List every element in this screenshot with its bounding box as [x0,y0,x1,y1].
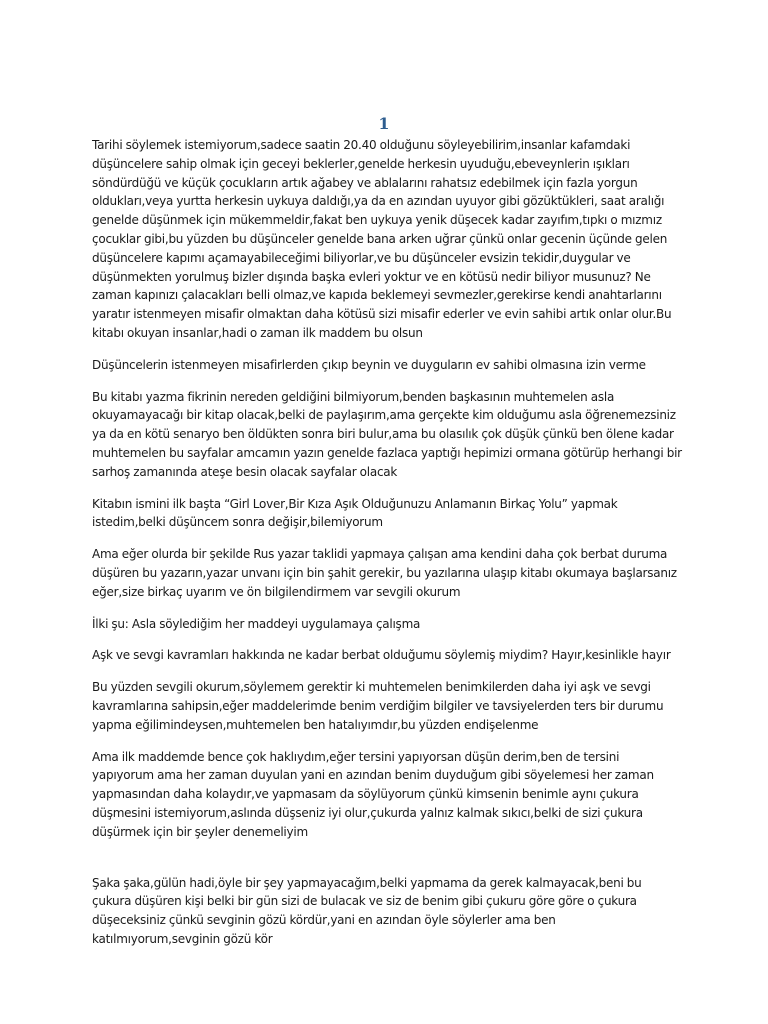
paragraph-first-warning: İlki şu: Asla söylediğim her maddeyi uygulamaya çalışma [92,616,421,631]
chapter-number: 1 [378,114,390,133]
paragraph-warning-intro: Ama eğer olurda bir şekilde Rus yazar taklidi yapmaya çalışan ama kendini daha çok berbat duruma düşüren bu yazarın,yazar unvanı için bin şahit gerekir, bu yazılarına ulaşıp kitabı okumaya başlarsanız eğer,size birkaç uyarım ve ön bilgilendirmem var sevgili okurum [92,547,677,599]
paragraph-first-rule-reflection: Ama ilk maddemde bence çok haklıydım,eğer tersini yapıyorsan düşün derim,ben de tersini yapıyorum ama her zaman duyulan yani en azından benim duyduğum gibi söyelemesi her zaman yapmasından daha kolaydır,ve yapmasam da söylüyorum çünkü kimsenin benimle aynı çukura düşmesini istemiyorum,aslında düşseniz iyi olur,çukurda yalnız kalmak sıkıcı,belki de sizi çukura düşürmek için bir şeyler denemeliyim [92,749,654,839]
paragraph-joke: Şaka şaka,gülün hadi,öyle bir şey yapmayacağım,belki yapmama da gerek kalmayacak,beni bu çukura düşüren kişi belki bir gün sizi de bulacak ve siz de benim gibi çukuru göre göre o çukura düşeceksiniz çünkü sevginin gözü kördür,yani en azından öyle söylerler ama ben katılmıyorum,sevginin gözü kör [92,875,642,946]
paragraph-book-origin: Bu kitabı yazma fikrinin nereden geldiğini bilmiyorum,benden başkasının muhtemelen asla okuyamayacağı bir kitap olacak,belki de paylaşırım,ama gerçekte kim olduğumu asla öğrenemezsiniz ya da en kötü senaryo ben öldükten sonra biri bulur,ama bu olasılık çok düşük çünkü ben ölene kadar muhtemelen bu sayfalar amcamın yazın genelde fazlaca yaptığı hepimizi ormana götürüp herhangi bir sarhoş zamanında ateşe besin olacak sayfalar olacak [92,389,682,479]
paragraph-intro: Tarihi söylemek istemiyorum,sadece saatin 20.40 olduğunu söyleyebilirim,insanlar kafamdaki düşüncelere sahip olmak için geceyi beklerler,genelde herkesin uyuduğu,ebeveynlerin ışıkları söndürdüğü ve küçük çocukların artık ağabey ve ablalarını rahatsız edebilmek için fazla yorgun oldukları,veya yurtta herkesin uykuya daldığı,ya da en azından uyuyor gibi gözüktükleri, saat aralığı genelde düşünmek için mükemmeldir,fakat ben uykuya yenik düşecek kadar zayıfım,tıpkı o mızmız çocuklar gibi,bu yüzden bu düşünceler genelde bana arken uğrar çünkü onlar gecenin üçünde gelen düşüncelere kapımı açamayabileceğimi biliyorlar,ve bu düşünceler evsizin tekidir,duygular ve düşünmekten yorulmuş bizler dışında başka evleri yoktur ve en kötüsü nedir biliyor musunuz? Ne zaman kapınızı çalacakları belli olmaz,ve kapıda beklemeyi sevmezler,gerekirse kendi anahtarlarını yaratır istenmeyen misafir olmaktan daha kötüsü sizi misafir ederler ve evin sahibi artık onlar olur.Bu kitabı okuyan insanlar,hadi o zaman ilk maddem bu olsun [92,138,672,340]
paragraph-book-title: Kitabın ismini ilk başta “Girl Lover,Bir Kıza Aşık Olduğunuzu Anlamanın Birkaç Yolu” yapmak istedim,belki düşüncem sonra değişir,bilemiyorum [92,496,618,530]
chapter-body [92,136,682,962]
paragraph-first-rule: Düşüncelerin istenmeyen misafirlerden çıkıp beynin ve duyguların ev sahibi olmasına izin verme [92,357,646,372]
paragraph-love-question: Aşk ve sevgi kavramları hakkında ne kadar berbat olduğumu söylemiş miydim? Hayır,kesinlikle hayır [92,648,671,663]
paragraph-reader-advice: Bu yüzden sevgili okurum,söylemem gerektir ki muhtemelen benimkilerden daha iyi aşk ve sevgi kavramlarına sahipsin,eğer maddelerimde benim verdiğim bilgiler ve tavsiyelerden ters bir durumu yapma eğilimindeysen,muhtemelen ben hatalıyımdır,bu yüzden endişelenme [92,680,664,732]
